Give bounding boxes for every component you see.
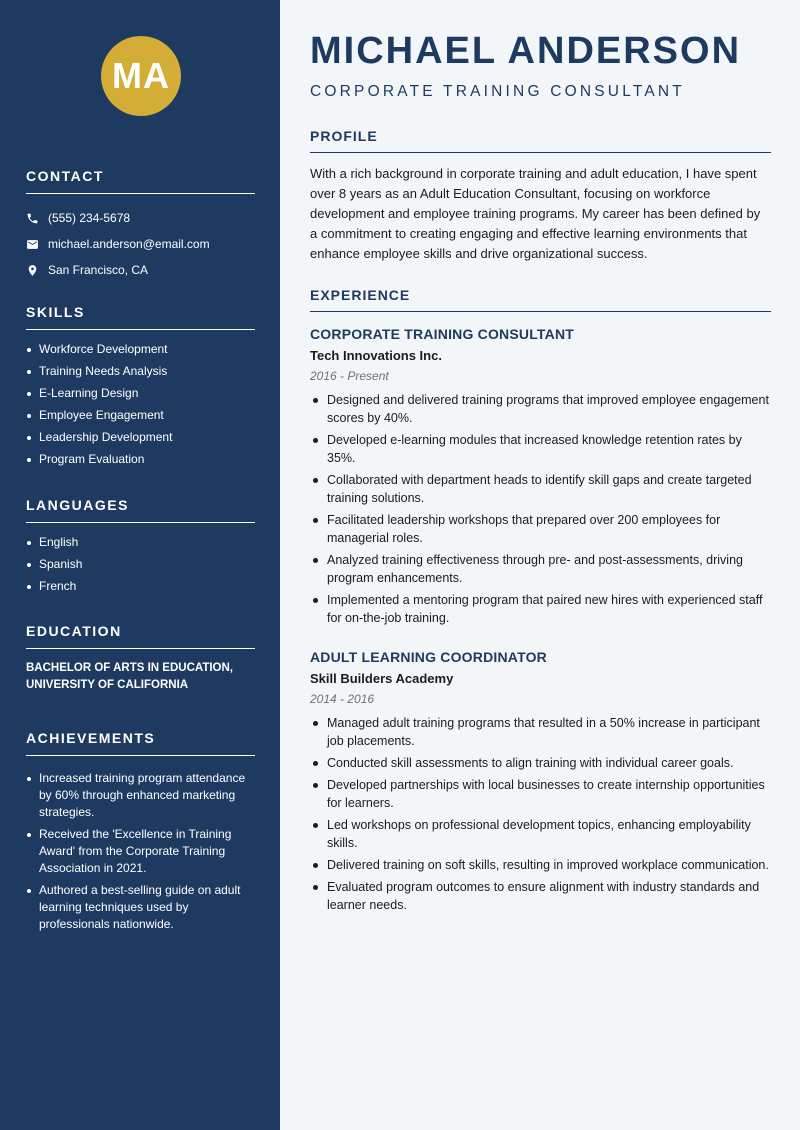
job-bullet: Developed e-learning modules that increased knowledge retention rates by 35%. [310, 431, 771, 467]
contact-section [26, 168, 255, 283]
education-degree: BACHELOR OF ARTS IN EDUCATION, UNIVERSITY OF CALIFORNIA [26, 662, 233, 691]
job-bullet: Facilitated leadership workshops that prepared over 200 employees for managerial roles. [310, 511, 771, 547]
job-bullet: Led workshops on professional development topics, enhancing employability skills. [310, 816, 771, 852]
skills-list [26, 341, 255, 468]
skills-heading: SKILLS [26, 304, 255, 330]
skill-item: Program Evaluation [26, 451, 255, 468]
profile-text: With a rich background in corporate training and adult education, I have spent over 8 years as an Adult Education Consultant, focusing on workforce development and employee training programs. My career has been defined by a commitment to creating engaging and effective learning environments that enhance employee skills and drive organizational success. [310, 166, 761, 261]
job-bullet: Implemented a mentoring program that paired new hires with experienced staff for on-the-job training. [310, 591, 771, 627]
language-item: French [26, 578, 255, 595]
achievement-item: Increased training program attendance by 60% through enhanced marketing strategies. [26, 770, 255, 821]
language-item: English [26, 534, 255, 551]
skill-item: Employee Engagement [26, 407, 255, 424]
location-pin-icon [26, 264, 39, 277]
job-bullet: Analyzed training effectiveness through pre- and post-assessments, driving program enhancements. [310, 551, 771, 587]
contact-heading: CONTACT [26, 168, 255, 194]
achievements-list [26, 770, 255, 933]
job-title-subtitle: CORPORATE TRAINING CONSULTANT [310, 83, 685, 100]
job-bullet: Managed adult training programs that resulted in a 50% increase in participant job placements. [310, 714, 771, 750]
skill-item: Workforce Development [26, 341, 255, 358]
job-dates: 2016 - Present [310, 369, 389, 383]
location-text: San Francisco, CA [48, 263, 149, 277]
sidebar [0, 0, 280, 1130]
company-name: Tech Innovations Inc. [310, 348, 442, 363]
job-bullets [310, 714, 771, 914]
job-bullet: Collaborated with department heads to identify skill gaps and create targeted training solutions. [310, 471, 771, 507]
job-entry [310, 649, 771, 918]
achievements-section [26, 730, 255, 938]
languages-list [26, 534, 255, 595]
job-bullet: Delivered training on soft skills, resulting in improved workplace communication. [310, 856, 771, 874]
languages-section [26, 497, 255, 600]
achievement-item: Authored a best-selling guide on adult learning techniques used by professionals nationwide. [26, 882, 255, 933]
job-entry [310, 326, 771, 631]
job-bullet: Evaluated program outcomes to ensure alignment with industry standards and learner needs. [310, 878, 771, 914]
job-bullets [310, 391, 771, 627]
education-heading: EDUCATION [26, 623, 255, 649]
education-section [26, 623, 255, 694]
job-dates: 2014 - 2016 [310, 692, 375, 706]
skill-item: Training Needs Analysis [26, 363, 255, 380]
job-bullet: Designed and delivered training programs that improved employee engagement scores by 40%. [310, 391, 771, 427]
experience-heading: EXPERIENCE [310, 287, 771, 312]
languages-heading: LANGUAGES [26, 497, 255, 523]
avatar: MA [101, 36, 181, 116]
achievements-heading: ACHIEVEMENTS [26, 730, 255, 756]
experience-section [310, 287, 771, 312]
profile-section [310, 128, 771, 264]
profile-heading: PROFILE [310, 128, 771, 153]
job-bullet: Conducted skill assessments to align training with individual career goals. [310, 754, 771, 772]
contact-list [26, 205, 255, 283]
skill-item: Leadership Development [26, 429, 255, 446]
phone-icon [26, 212, 39, 225]
company-name: Skill Builders Academy [310, 671, 454, 686]
skills-section [26, 304, 255, 473]
job-bullet: Developed partnerships with local businesses to create internship opportunities for learners. [310, 776, 771, 812]
candidate-name: MICHAEL ANDERSON [310, 30, 742, 72]
email-text[interactable]: michael.anderson@email.com [48, 237, 210, 251]
phone-text[interactable]: (555) 234-5678 [48, 211, 131, 225]
contact-email [26, 231, 255, 257]
skill-item: E-Learning Design [26, 385, 255, 402]
contact-phone [26, 205, 255, 231]
contact-location [26, 257, 255, 283]
email-icon [26, 238, 39, 251]
job-title: CORPORATE TRAINING CONSULTANT [310, 326, 575, 342]
achievement-item: Received the 'Excellence in Training Award' from the Corporate Training Association in 2021. [26, 826, 255, 877]
language-item: Spanish [26, 556, 255, 573]
job-title: ADULT LEARNING COORDINATOR [310, 649, 547, 665]
